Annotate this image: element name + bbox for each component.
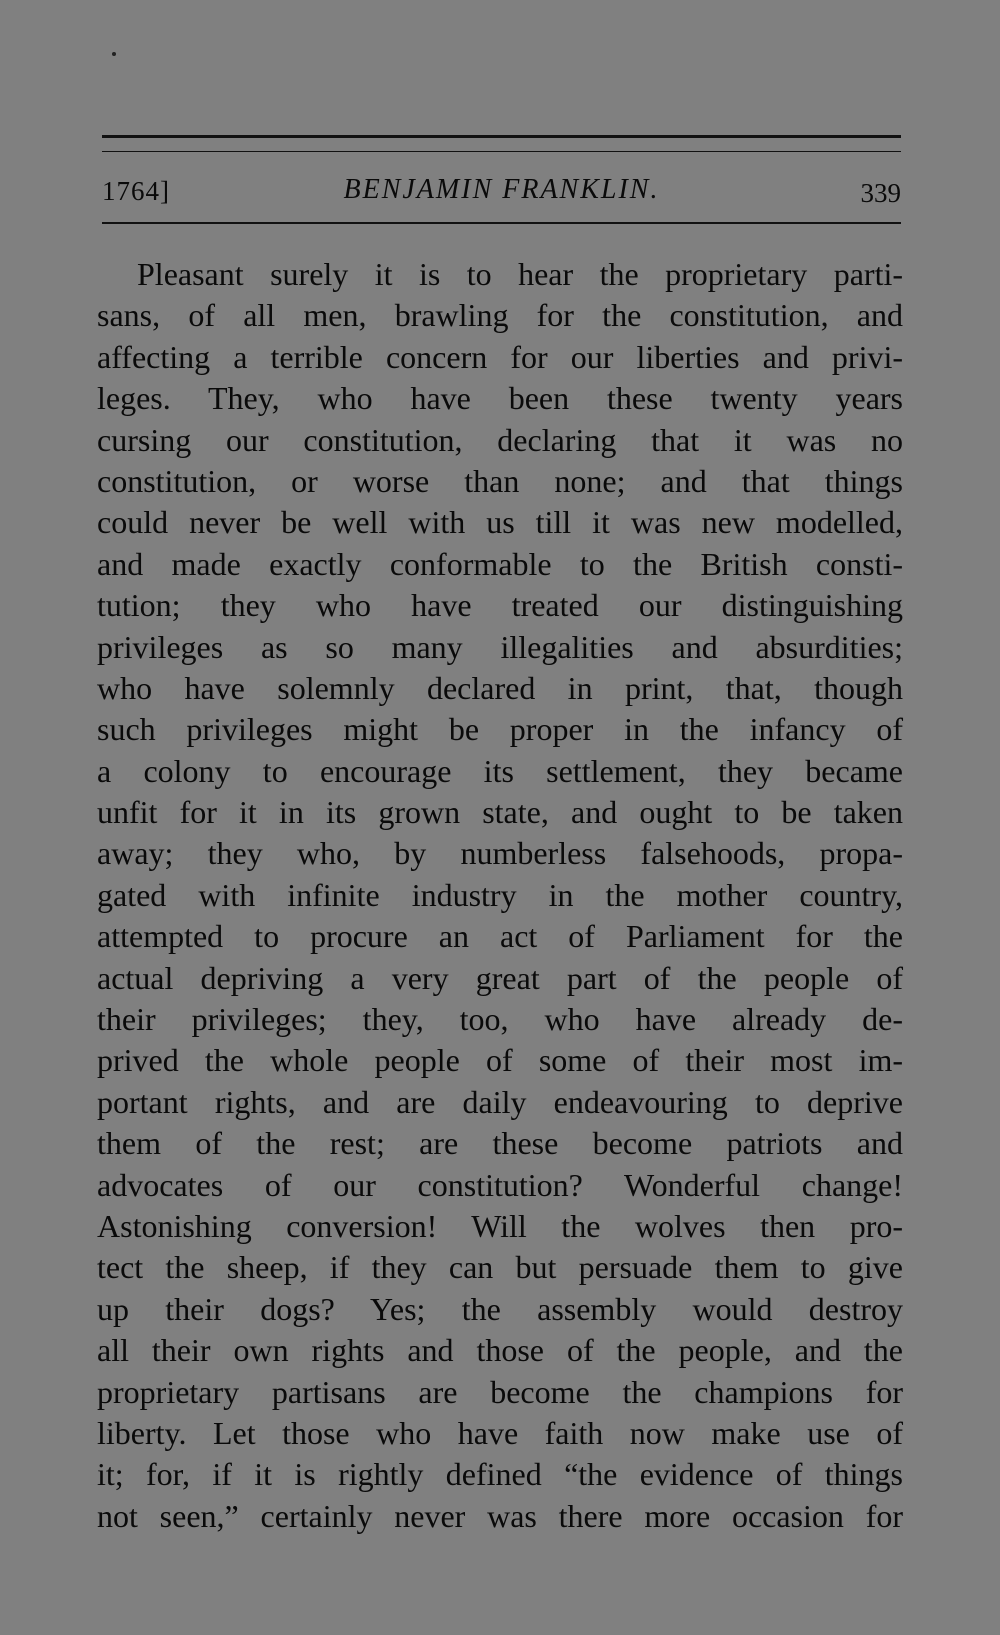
text-line: constitution, or worse than none; and that things [97, 462, 903, 499]
text-line: a colony to encourage its settlement, they became [97, 752, 903, 789]
text-line: Astonishing conversion! Will the wolves then pro- [97, 1207, 903, 1244]
text-line: their privileges; they, too, who have already de- [97, 1001, 903, 1038]
text-line: attempted to procure an act of Parliament for the [97, 918, 903, 955]
ink-speck [112, 52, 116, 56]
text-line: all their own rights and those of the people, and the [97, 1332, 903, 1369]
page-number: 339 [860, 178, 901, 208]
text-line: unfit for it in its grown state, and ought to be taken [97, 794, 903, 831]
header-double-rule-bottom [102, 151, 901, 152]
text-line: tution; they who have treated our distinguishing [97, 587, 903, 624]
text-line: portant rights, and are daily endeavouring to deprive [97, 1083, 903, 1120]
text-line: them of the rest; are these become patriots and [97, 1125, 903, 1162]
text-line: gated with infinite industry in the mother country, [97, 876, 903, 913]
text-line: advocates of our constitution? Wonderful change! [97, 1166, 903, 1203]
text-line: affecting a terrible concern for our liberties and privi- [97, 338, 903, 375]
text-line: Pleasant surely it is to hear the proprietary parti- [137, 256, 903, 292]
header-rule-under [102, 222, 901, 224]
text-line: up their dogs? Yes; the assembly would destroy [97, 1290, 903, 1327]
text-line: prived the whole people of some of their most im- [97, 1042, 903, 1079]
header-double-rule-top [102, 135, 901, 138]
text-line: tect the sheep, if they can but persuade them to give [97, 1249, 903, 1286]
running-header [102, 172, 901, 212]
text-line: privileges as so many illegalities and absurdities; [97, 628, 903, 665]
text-line: not seen,” certainly never was there more occasion for [97, 1497, 903, 1534]
text-line: and made exactly conformable to the British consti- [97, 545, 903, 582]
text-line: actual depriving a very great part of the people of [97, 959, 903, 996]
body-text [97, 254, 903, 1537]
text-line: who have solemnly declared in print, that, though [97, 669, 903, 706]
text-line: it; for, if it is rightly defined “the evidence of things [97, 1456, 903, 1493]
text-line: sans, of all men, brawling for the constitution, and [97, 297, 903, 334]
text-line: cursing our constitution, declaring that it was no [97, 421, 903, 458]
text-line: away; they who, by numberless falsehoods, propa- [97, 835, 903, 872]
text-line: leges. They, who have been these twenty years [97, 380, 903, 417]
text-line: could never be well with us till it was new modelled, [97, 504, 903, 541]
text-line: such privileges might be proper in the infancy of [97, 711, 903, 748]
text-line: proprietary partisans are become the champions for [97, 1373, 903, 1410]
header-title: BENJAMIN FRANKLIN. [343, 174, 660, 205]
header-year: 1764] [102, 176, 170, 206]
text-line: liberty. Let those who have faith now make use of [97, 1414, 903, 1451]
